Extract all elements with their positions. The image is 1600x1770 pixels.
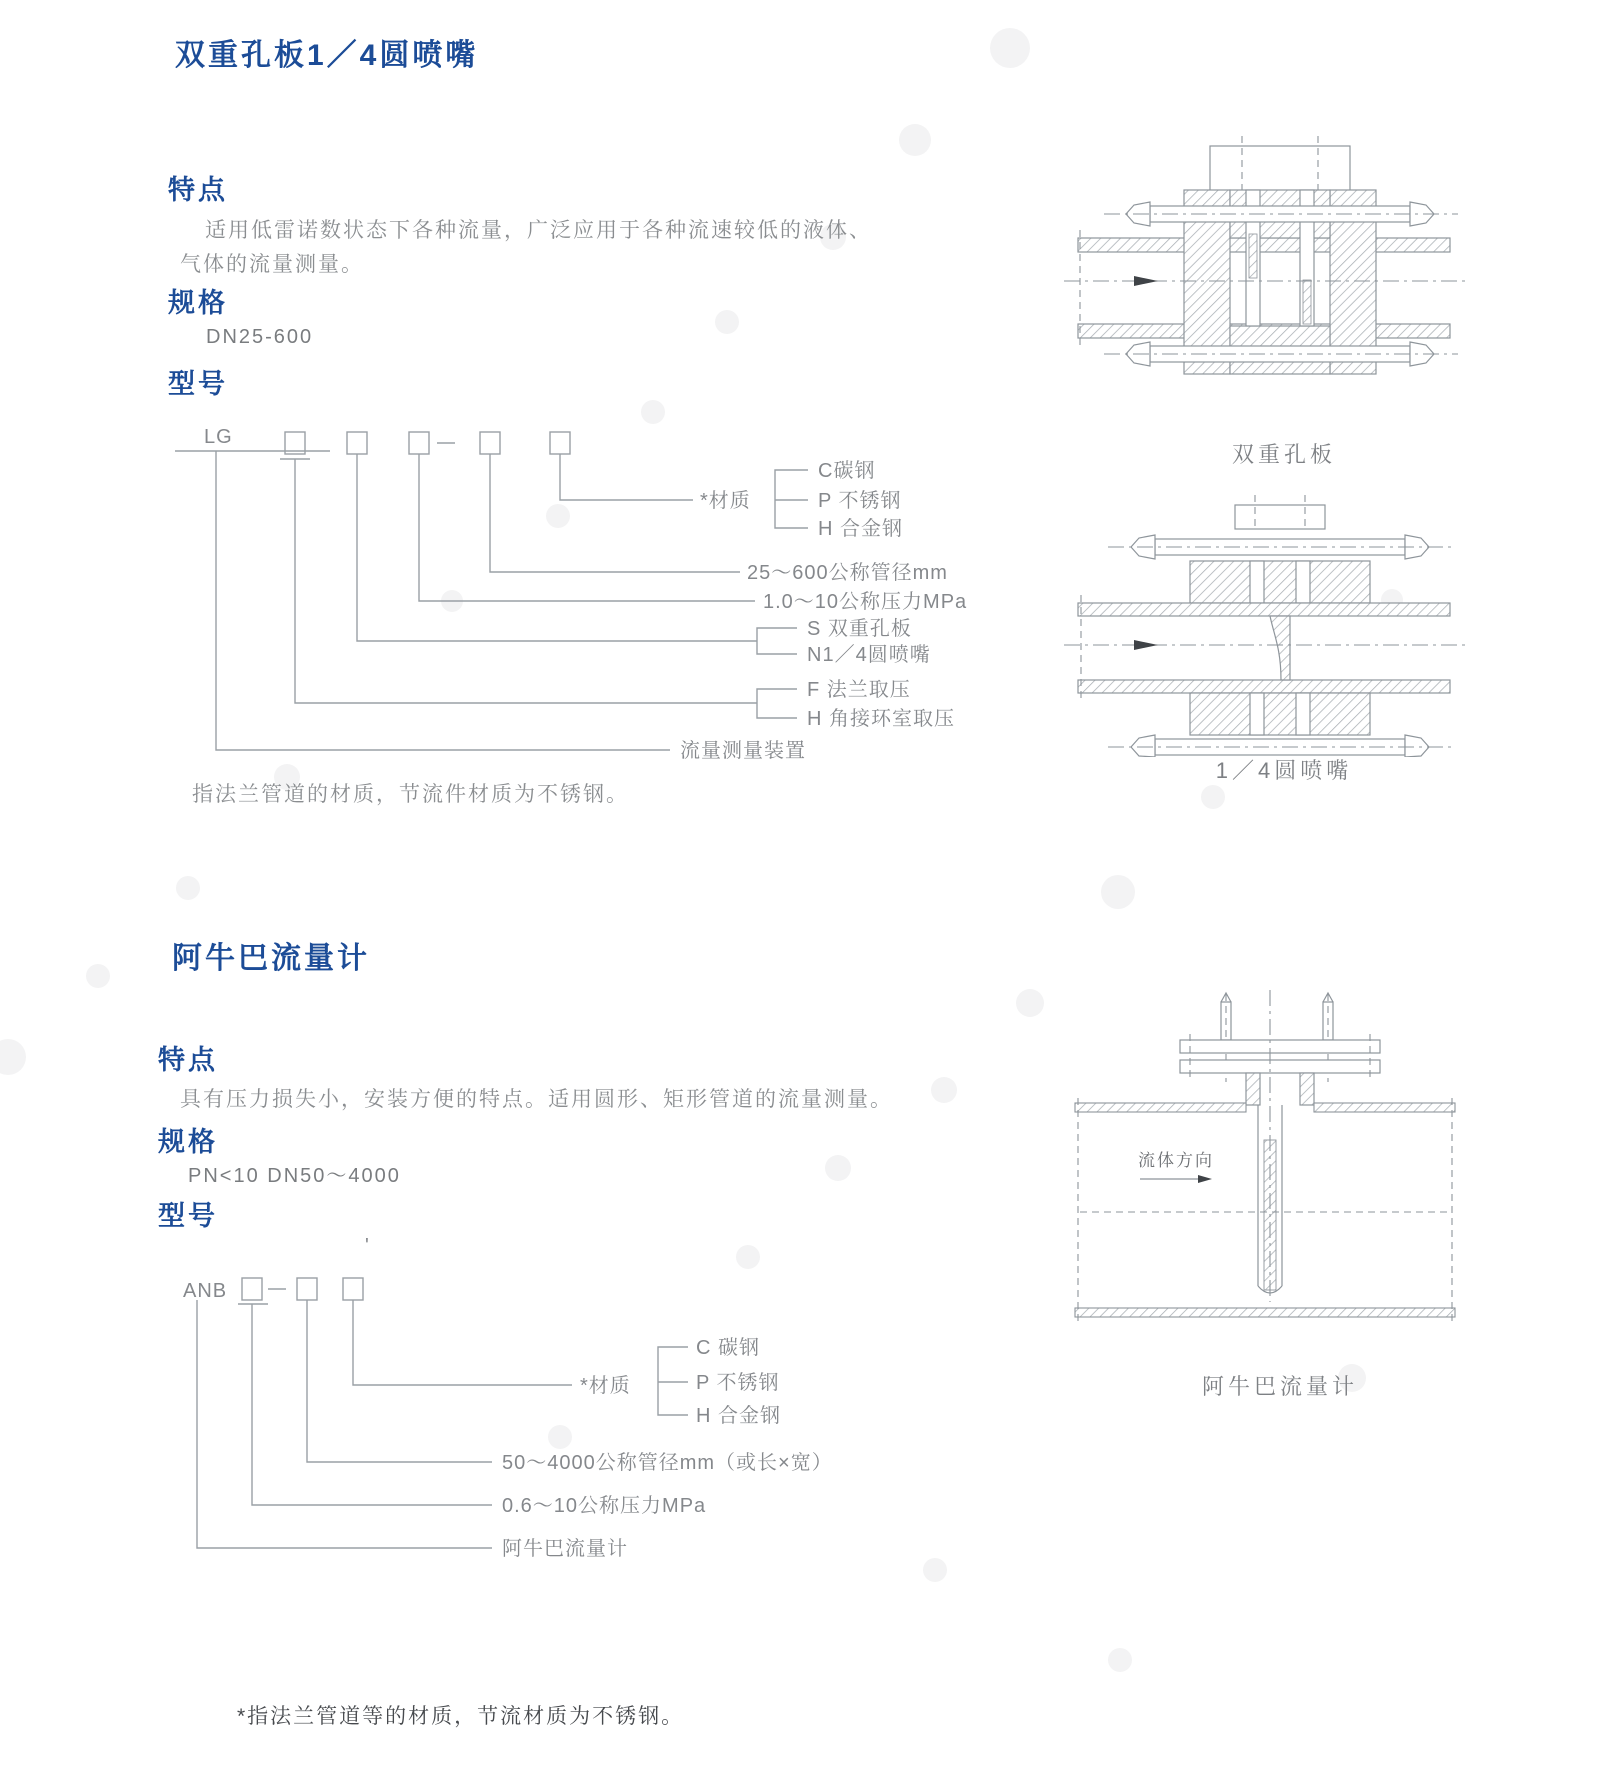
- lg-element-s: S 双重孔板: [807, 618, 912, 640]
- anb-prefix: ANB: [183, 1280, 228, 1302]
- anb-code-box: [242, 1278, 262, 1300]
- section2-title: 阿牛巴流量计: [172, 942, 370, 975]
- section1-spec-value: DN25-600: [206, 326, 314, 348]
- section1-features-line2: 气体的流量测量。: [180, 253, 364, 276]
- anb-material-h: H 合金钢: [696, 1405, 781, 1427]
- section1-features-line1: 适用低雷诺数状态下各种流量，广泛应用于各种流速较低的液体、: [205, 219, 872, 242]
- section1-note: 指法兰管道的材质，节流件材质为不锈钢。: [192, 783, 629, 806]
- anb-diameter-label: 50～4000公称管径mm（或长×宽）: [502, 1452, 833, 1474]
- lg-prefix: LG: [204, 426, 233, 448]
- figure1-caption: 双重孔板: [1231, 442, 1336, 467]
- flow-arrow-icon: [1134, 640, 1158, 650]
- lg-material-h: H 合金钢: [818, 518, 903, 540]
- anb-material-p: P 不锈钢: [696, 1372, 780, 1394]
- anb-material-label: *材质: [580, 1375, 631, 1397]
- lg-material-c: C碳钢: [818, 460, 876, 482]
- figure3-caption: 阿牛巴流量计: [1201, 1374, 1358, 1399]
- section2-spec-heading: 规格: [158, 1127, 218, 1157]
- flow-arrow-icon: [1198, 1175, 1212, 1183]
- figure2-caption: 1／4圆喷嘴: [1215, 758, 1353, 783]
- lg-code-box: [347, 432, 367, 454]
- lg-material-p: P 不锈钢: [818, 490, 902, 512]
- anb-model-code-diagram: [160, 1230, 1010, 1570]
- section1-features-heading: 特点: [168, 175, 228, 205]
- section2-features-line1: 具有压力损失小，安装方便的特点。适用圆形、矩形管道的流量测量。: [180, 1088, 893, 1111]
- anb-material-c: C 碳钢: [696, 1337, 760, 1359]
- section1-model-heading: 型号: [168, 369, 228, 399]
- flow-direction-label: 流体方向: [1138, 1151, 1214, 1170]
- lg-tap-f: F 法兰取压: [807, 679, 911, 701]
- lg-device-label: 流量测量装置: [680, 740, 806, 762]
- lg-pressure-label: 1.0～10公称压力MPa: [763, 591, 968, 613]
- anb-device-label: 阿牛巴流量计: [502, 1538, 628, 1560]
- lg-code-box: [409, 432, 429, 454]
- anb-code-box: [343, 1278, 363, 1300]
- figure-quarter-circle-nozzle: [1050, 487, 1480, 757]
- lg-code-box: [480, 432, 500, 454]
- lg-element-n: N1／4圆喷嘴: [807, 644, 931, 666]
- lg-code-box: [550, 432, 570, 454]
- lg-tap-h: H 角接环室取压: [807, 708, 955, 730]
- section1-title: 双重孔板1／4圆喷嘴: [175, 39, 479, 72]
- anb-tick: ': [365, 1235, 370, 1257]
- anb-pressure-label: 0.6～10公称压力MPa: [502, 1495, 707, 1517]
- lg-material-label: *材质: [700, 490, 751, 512]
- section2-model-heading: 型号: [158, 1201, 218, 1231]
- figure-double-orifice-plate: [1050, 130, 1480, 420]
- footer-note: *指法兰管道等的材质，节流材质为不锈钢。: [237, 1705, 685, 1728]
- figure-annubar-flowmeter: [1050, 990, 1480, 1365]
- anb-code-box: [297, 1278, 317, 1300]
- section1-spec-heading: 规格: [168, 288, 228, 318]
- flow-arrow-icon: [1134, 276, 1158, 286]
- section2-features-heading: 特点: [158, 1045, 218, 1075]
- lg-diameter-label: 25～600公称管径mm: [747, 562, 948, 584]
- lg-model-code-diagram: [160, 415, 1010, 815]
- section2-spec-value: PN<10 DN50～4000: [188, 1165, 401, 1187]
